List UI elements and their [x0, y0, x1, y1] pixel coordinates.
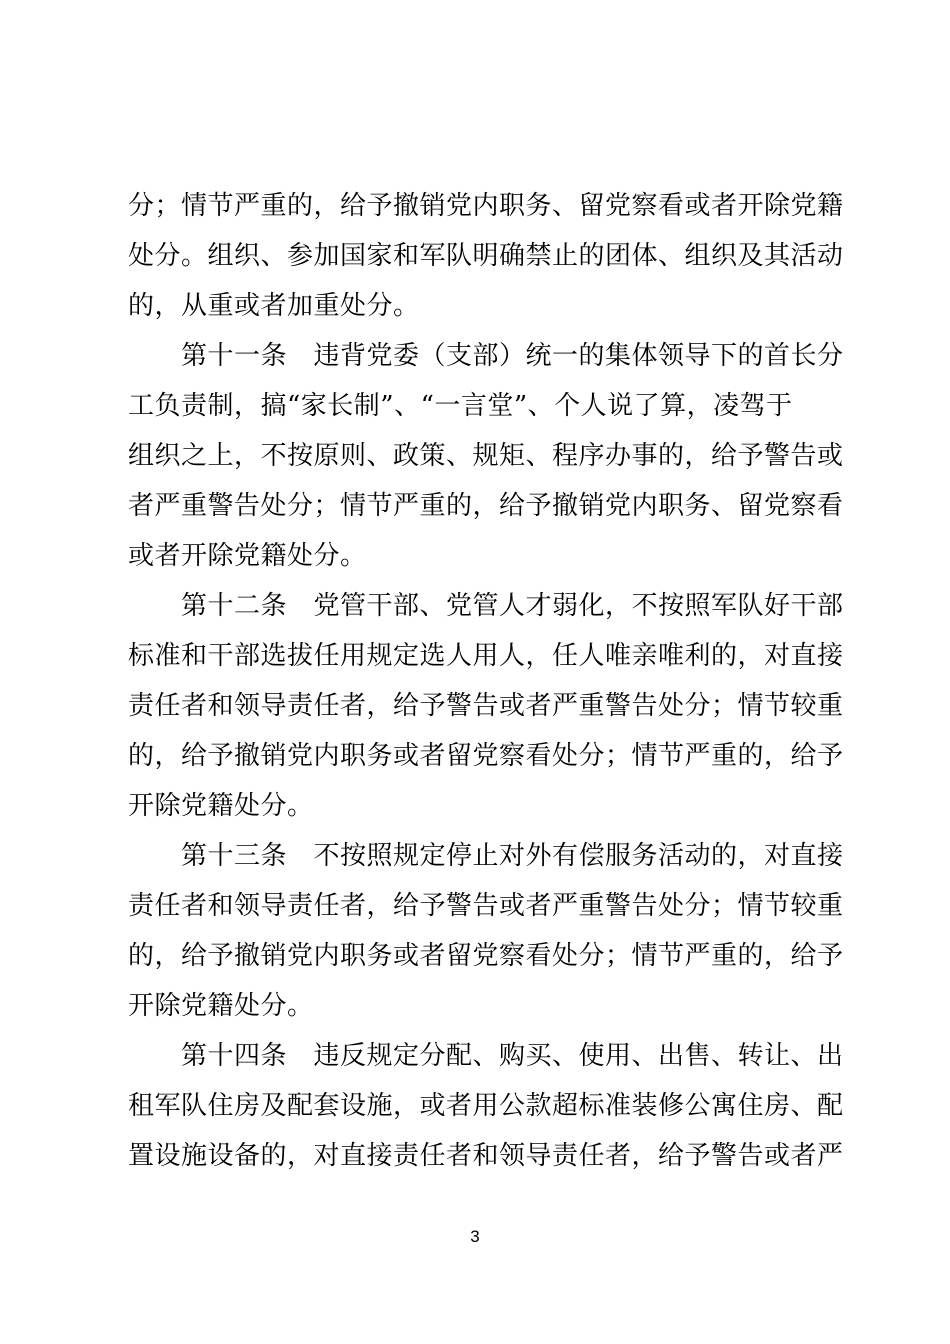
text-line: 的，从重或者加重处分。: [128, 291, 420, 321]
article-11-heading-line: 第十一条 违背党委（支部）统一的集体领导下的首长分: [128, 341, 844, 371]
text-line: 开除党籍处分。: [128, 991, 314, 1021]
text-line: 处分。组织、参加国家和军队明确禁止的团体、组织及其活动: [128, 241, 844, 271]
page-number: 3: [470, 1227, 480, 1246]
text-line: 者严重警告处分；情节严重的，给予撤销党内职务、留党察看: [128, 491, 844, 521]
article-14-heading-line: 第十四条 违反规定分配、购买、使用、出售、转让、出: [128, 1041, 844, 1071]
text-line: 的，给予撤销党内职务或者留党察看处分；情节严重的，给予: [128, 941, 844, 971]
text-line: 的，给予撤销党内职务或者留党察看处分；情节严重的，给予: [128, 741, 844, 771]
text-line: 分；情节严重的，给予撤销党内职务、留党察看或者开除党籍: [128, 191, 844, 221]
text-line: 组织之上，不按原则、政策、规矩、程序办事的，给予警告或: [128, 441, 844, 471]
text-line: 工负责制，搞“家长制”、“一言堂”、个人说了算，凌驾于: [128, 391, 793, 421]
text-line: 租军队住房及配套设施，或者用公款超标准装修公寓住房、配: [128, 1091, 844, 1121]
text-line: 责任者和领导责任者，给予警告或者严重警告处分；情节较重: [128, 691, 844, 721]
text-line: 责任者和领导责任者，给予警告或者严重警告处分；情节较重: [128, 891, 844, 921]
text-line: 标准和干部选拔任用规定选人用人，任人唯亲唯利的，对直接: [128, 641, 844, 671]
text-line: 开除党籍处分。: [128, 791, 314, 821]
article-13-heading-line: 第十三条 不按照规定停止对外有偿服务活动的，对直接: [128, 841, 844, 871]
body-text: [128, 181, 844, 1181]
text-line: 置设施设备的，对直接责任者和领导责任者，给予警告或者严: [128, 1141, 844, 1171]
article-12-heading-line: 第十二条 党管干部、党管人才弱化，不按照军队好干部: [128, 591, 844, 621]
text-line: 或者开除党籍处分。: [128, 541, 367, 571]
